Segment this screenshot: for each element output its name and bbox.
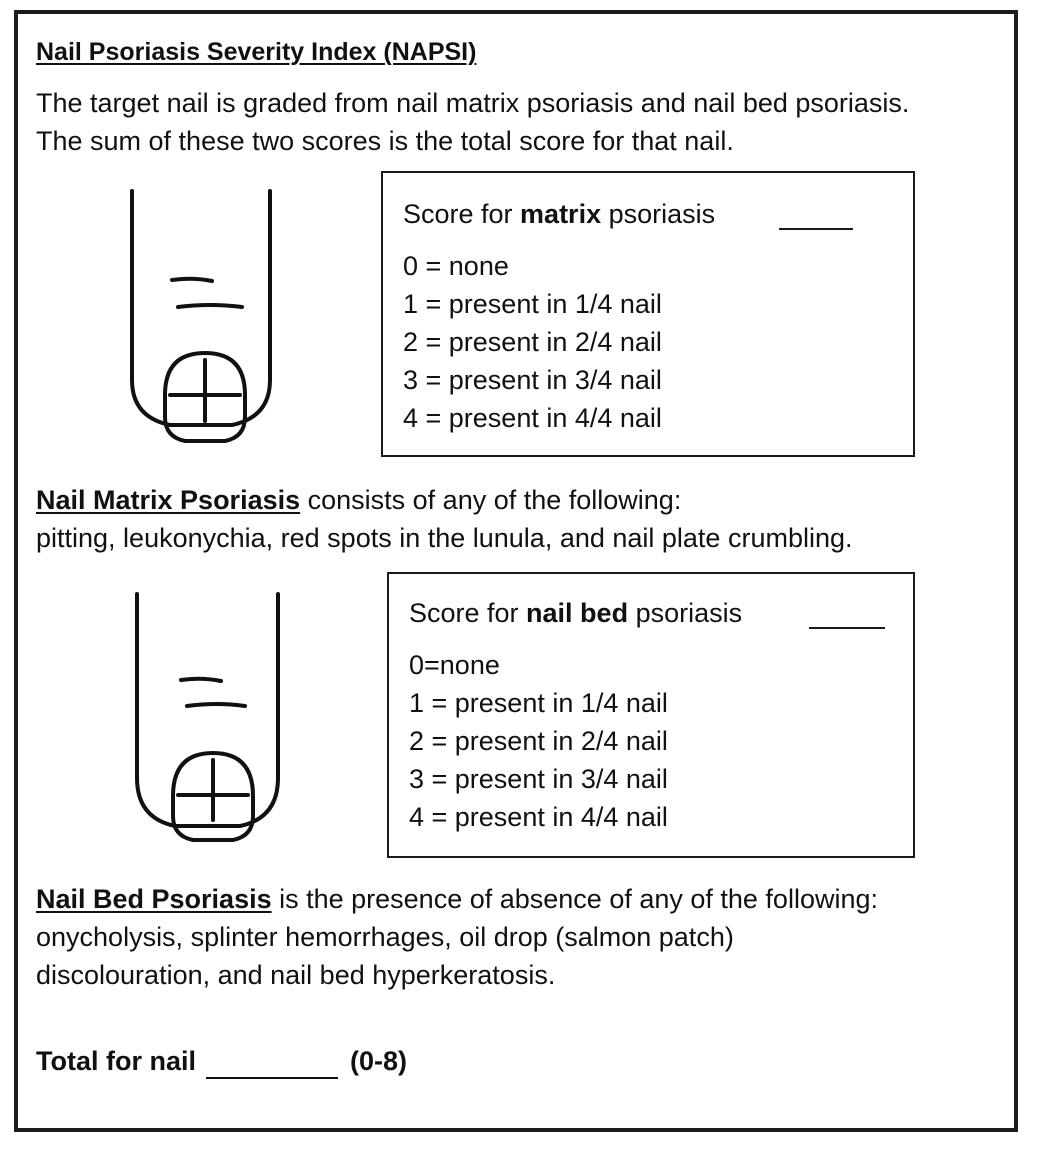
form-title: Nail Psoriasis Severity Index (NAPSI) <box>36 38 477 66</box>
option-item: 0=none <box>409 650 500 680</box>
matrix-label-pre: Score for <box>403 199 521 229</box>
matrix-score-label <box>403 199 715 230</box>
option-item: 2 = present in 2/4 nail <box>403 327 662 357</box>
matrix-def-rest: consists of any of the following: <box>300 485 682 515</box>
total-label: Total for nail <box>36 1046 196 1076</box>
option-item: 3 = present in 3/4 nail <box>409 764 668 794</box>
option-item: 1 = present in 1/4 nail <box>403 289 662 319</box>
bed-def-line-2: onycholysis, splinter hemorrhages, oil drop (salmon patch) <box>36 922 734 952</box>
total-blank[interactable] <box>206 1046 338 1079</box>
matrix-options-list <box>403 247 662 437</box>
nail-bed-definition <box>36 880 878 994</box>
matrix-definition <box>36 481 853 557</box>
bed-label-bold: nail bed <box>526 598 629 628</box>
nail-bed-options-list <box>409 646 668 836</box>
bed-def-line-1 <box>36 880 878 918</box>
option-item: 4 = present in 4/4 nail <box>409 802 668 832</box>
option-item: 0 = none <box>403 251 509 281</box>
option-item: 4 = present in 4/4 nail <box>403 403 662 433</box>
option-item: 2 = present in 2/4 nail <box>409 726 668 756</box>
option-item: 3 = present in 3/4 nail <box>403 365 662 395</box>
matrix-label-bold: matrix <box>520 199 602 229</box>
option-item: 1 = present in 1/4 nail <box>409 688 668 718</box>
intro-line-1: The target nail is graded from nail matrix psoriasis and nail bed psoriasis. <box>36 88 910 118</box>
finger-nail-icon <box>120 185 280 450</box>
matrix-def-line-1 <box>36 481 853 519</box>
total-row <box>36 1046 407 1079</box>
matrix-def-line-2: pitting, leukonychia, red spots in the lunula, and nail plate crumbling. <box>36 523 853 553</box>
matrix-score-box <box>381 171 915 457</box>
matrix-def-heading: Nail Matrix Psoriasis <box>36 485 301 515</box>
bed-def-rest: is the presence of absence of any of the following: <box>271 884 878 914</box>
intro-text <box>36 84 909 160</box>
bed-label-pre: Score for <box>409 598 527 628</box>
nail-bed-score-label <box>409 598 742 629</box>
intro-line-2: The sum of these two scores is the total score for that nail. <box>36 126 734 156</box>
bed-def-line-3: discolouration, and nail bed hyperkeratosis. <box>36 960 556 990</box>
matrix-label-post: psoriasis <box>601 199 716 229</box>
nail-bed-score-blank[interactable] <box>809 627 885 629</box>
finger-nail-icon <box>125 588 290 850</box>
total-range: (0-8) <box>350 1046 408 1076</box>
bed-label-post: psoriasis <box>628 598 743 628</box>
matrix-score-blank[interactable] <box>779 228 853 230</box>
bed-def-heading: Nail Bed Psoriasis <box>36 884 272 914</box>
nail-bed-score-box <box>387 572 915 858</box>
